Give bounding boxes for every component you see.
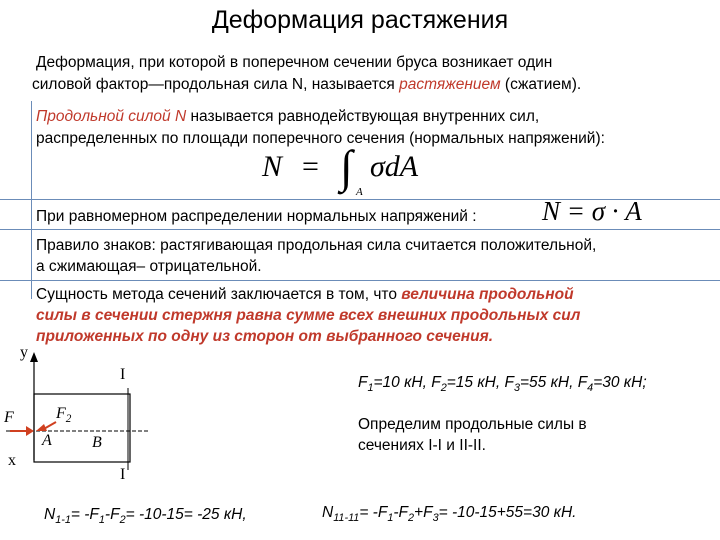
given-f1-sub: 1 bbox=[367, 382, 374, 395]
result-n2 bbox=[322, 502, 576, 529]
definition-line-1-rest: называется равнодействующая внутренних сил, bbox=[186, 108, 540, 125]
given-f2: F bbox=[431, 374, 441, 391]
result-n1-expr-c: = -10-15= -25 кН, bbox=[125, 506, 247, 523]
integral-sign: ∫ bbox=[340, 141, 353, 192]
uniform-text: При равномерном распределении нормальных напряжений : bbox=[36, 208, 477, 225]
given-f1-value: =10 кН, bbox=[373, 374, 432, 391]
formula-lhs: N bbox=[262, 150, 283, 183]
separator bbox=[0, 229, 720, 230]
method-line-3: приложенных по одну из сторон от выбранного сечения. bbox=[36, 328, 494, 345]
intro-line-2 bbox=[32, 74, 581, 95]
force-f2-letter: F bbox=[56, 405, 66, 422]
result-n2-letter: N bbox=[322, 504, 334, 521]
formula-equals: = bbox=[302, 150, 319, 183]
given-f3: F bbox=[504, 374, 514, 391]
definition-term: Продольной силой N bbox=[36, 108, 187, 125]
given-f1: F bbox=[358, 374, 368, 391]
result-n1-sub: 1-1 bbox=[55, 514, 71, 527]
result-n2-expr-a: = -F bbox=[359, 504, 388, 521]
given-f4-value: =30 кН; bbox=[593, 374, 647, 391]
method-line-1 bbox=[36, 284, 574, 305]
section-label-bottom: I bbox=[120, 466, 126, 483]
axis-x-label: x bbox=[8, 452, 16, 469]
result-n2-expr-d: = -10-15+55=30 кН. bbox=[438, 504, 577, 521]
task-line-2: сечениях I-I и II-II. bbox=[358, 437, 486, 454]
method-line-2: силы в сечении стержня равна сумме всех внешних продольных сил bbox=[36, 307, 581, 324]
point-a-label: A bbox=[42, 432, 52, 449]
axis-y-label: y bbox=[20, 344, 28, 361]
result-n2-sub-1: 1 bbox=[387, 512, 394, 525]
force-f2-label bbox=[56, 405, 71, 425]
page-title: Деформация растяжения bbox=[211, 6, 509, 34]
intro-term-tension: растяжением bbox=[399, 76, 501, 93]
force-f1-label: F bbox=[4, 409, 14, 426]
intro-line-1: Деформация, при которой в поперечном сечении бруса возникает один bbox=[36, 54, 553, 71]
beam-body bbox=[34, 394, 130, 462]
result-n2-expr-c: +F bbox=[414, 504, 433, 521]
beam-diagram bbox=[0, 340, 200, 480]
intro-line-2-text-a: силовой фактор—продольная сила N, называется bbox=[32, 76, 400, 93]
task-line-1: Определим продольные силы в bbox=[358, 416, 587, 433]
given-f2-value: =15 кН, bbox=[446, 374, 505, 391]
point-b-label: B bbox=[92, 434, 102, 451]
f2-arrowhead bbox=[36, 424, 47, 431]
given-forces bbox=[358, 372, 647, 399]
given-f4: F bbox=[577, 374, 588, 391]
integral-subscript: A bbox=[356, 186, 363, 198]
f1-arrowhead bbox=[26, 426, 34, 436]
definition-line-2: распределенных по площади поперечного сечения (нормальных напряжений): bbox=[36, 130, 605, 147]
result-n1-expr-a: = -F bbox=[70, 506, 99, 523]
result-n1 bbox=[44, 504, 247, 531]
result-n2-expr-b: -F bbox=[393, 504, 408, 521]
left-rule bbox=[31, 101, 32, 299]
method-line-1-emph: величина продольной bbox=[401, 286, 574, 303]
result-n1-letter: N bbox=[44, 506, 56, 523]
result-n2-sub-2: 2 bbox=[408, 512, 415, 525]
given-f2-sub: 2 bbox=[440, 382, 447, 395]
result-n1-sub-2: 2 bbox=[119, 514, 126, 527]
force-f2-subscript: 2 bbox=[65, 413, 72, 426]
method-line-1-text: Сущность метода сечений заключается в том, что bbox=[36, 286, 402, 303]
given-f3-value: =55 кН, bbox=[519, 374, 578, 391]
given-f4-sub: 4 bbox=[587, 382, 594, 395]
given-f3-sub: 3 bbox=[513, 382, 520, 395]
intro-line-2-text-b: (сжатием). bbox=[500, 76, 582, 93]
formula-integrand: σdA bbox=[370, 150, 419, 183]
result-n2-sub: 11-11 bbox=[333, 512, 360, 525]
result-n1-sub-1: 1 bbox=[98, 514, 105, 527]
sign-rule-line-1: Правило знаков: растягивающая продольная сила считается положительной, bbox=[36, 237, 597, 254]
definition-line-1 bbox=[36, 106, 539, 127]
separator bbox=[0, 280, 720, 281]
y-axis-arrow bbox=[30, 352, 38, 362]
result-n2-sub-3: 3 bbox=[432, 512, 439, 525]
section-label-top: I bbox=[120, 366, 126, 383]
result-n1-expr-b: -F bbox=[104, 506, 120, 523]
formula-integral bbox=[262, 141, 462, 198]
sign-rule-line-2: а сжимающая– отрицательной. bbox=[36, 258, 262, 275]
formula-uniform: N = σ · A bbox=[542, 196, 642, 226]
